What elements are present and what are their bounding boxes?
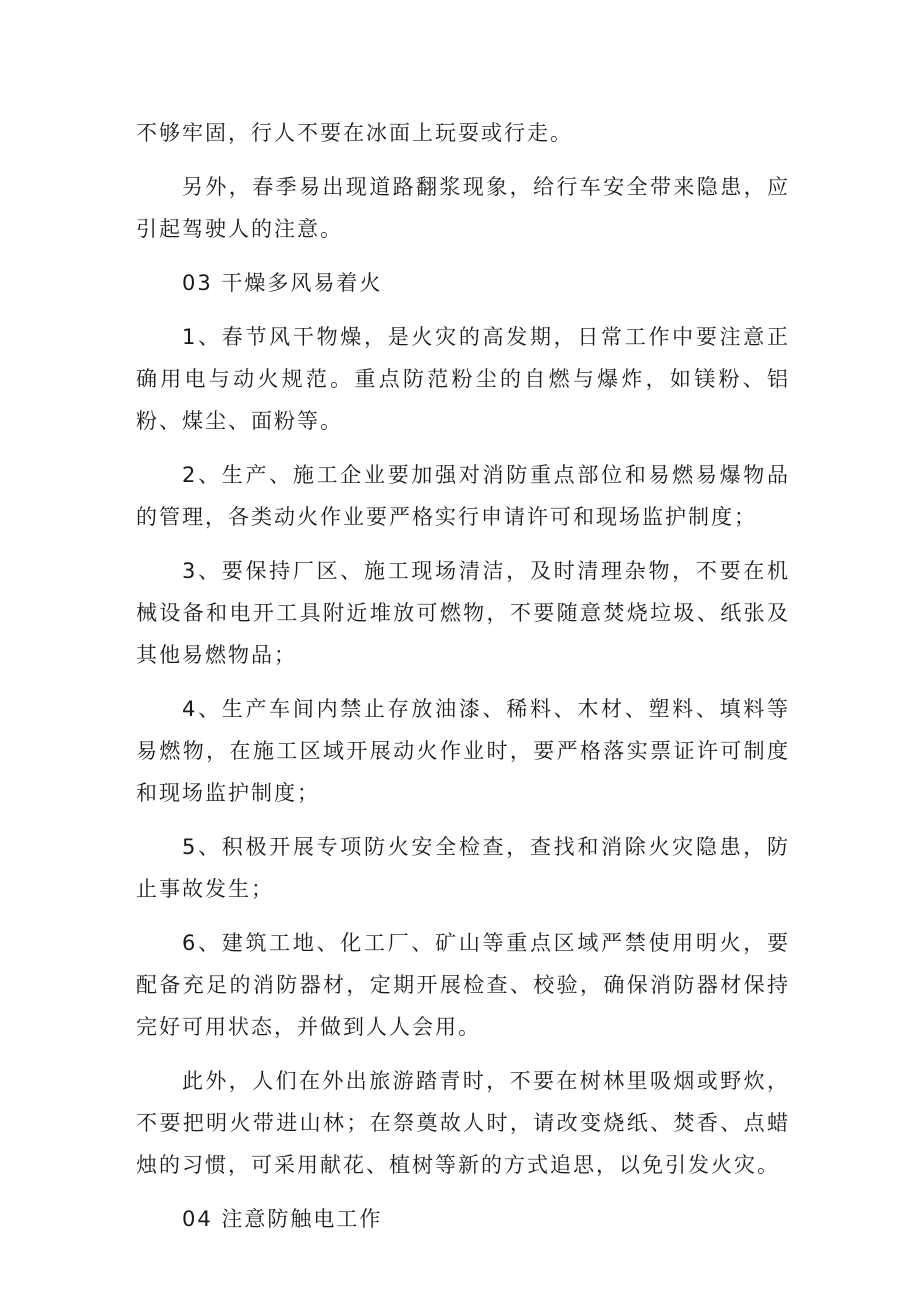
paragraph-road-warning: 另外，春季易出现道路翻浆现象，给行车安全带来隐患，应引起驾驶人的注意。: [136, 175, 790, 241]
paragraph-item-5: 5、积极开展专项防火安全检查，查找和消除火灾隐患，防止事故发生；: [136, 835, 790, 901]
paragraph-item-4: 4、生产车间内禁止存放油漆、稀料、木材、塑料、填料等易燃物，在施工区域开展动火作业时，要严格落实票证许可制度和现场监护制度；: [136, 697, 790, 805]
document-body: [136, 112, 790, 1252]
section-heading-fire: 03 干燥多风易着火: [182, 271, 383, 295]
paragraph-item-6: 6、建筑工地、化工厂、矿山等重点区域严禁使用明火，要配备充足的消防器材，定期开展检查、校验，确保消防器材保持完好可用状态，并做到人人会用。: [136, 931, 790, 1039]
section-heading-electric: 04 注意防触电工作: [182, 1207, 383, 1231]
paragraph-item-1: 1、春节风干物燥，是火灾的高发期，日常工作中要注意正确用电与动火规范。重点防范粉尘的自燃与爆炸，如镁粉、铝粉、煤尘、面粉等。: [136, 325, 790, 433]
paragraph-continuation: 不够牢固，行人不要在冰面上玩耍或行走。: [136, 121, 573, 145]
paragraph-additional-tips: 此外，人们在外出旅游踏青时，不要在树林里吸烟或野炊，不要把明火带进山林；在祭奠故人时，请改变烧纸、焚香、点蜡烛的习惯，可采用献花、植树等新的方式追思，以免引发火灾。: [136, 1069, 790, 1177]
paragraph-item-2: 2、生产、施工企业要加强对消防重点部位和易燃易爆物品的管理，各类动火作业要严格实行申请许可和现场监护制度；: [136, 463, 790, 529]
paragraph-item-3: 3、要保持厂区、施工现场清洁，及时清理杂物，不要在机械设备和电开工具附近堆放可燃物，不要随意焚烧垃圾、纸张及其他易燃物品；: [136, 559, 790, 667]
